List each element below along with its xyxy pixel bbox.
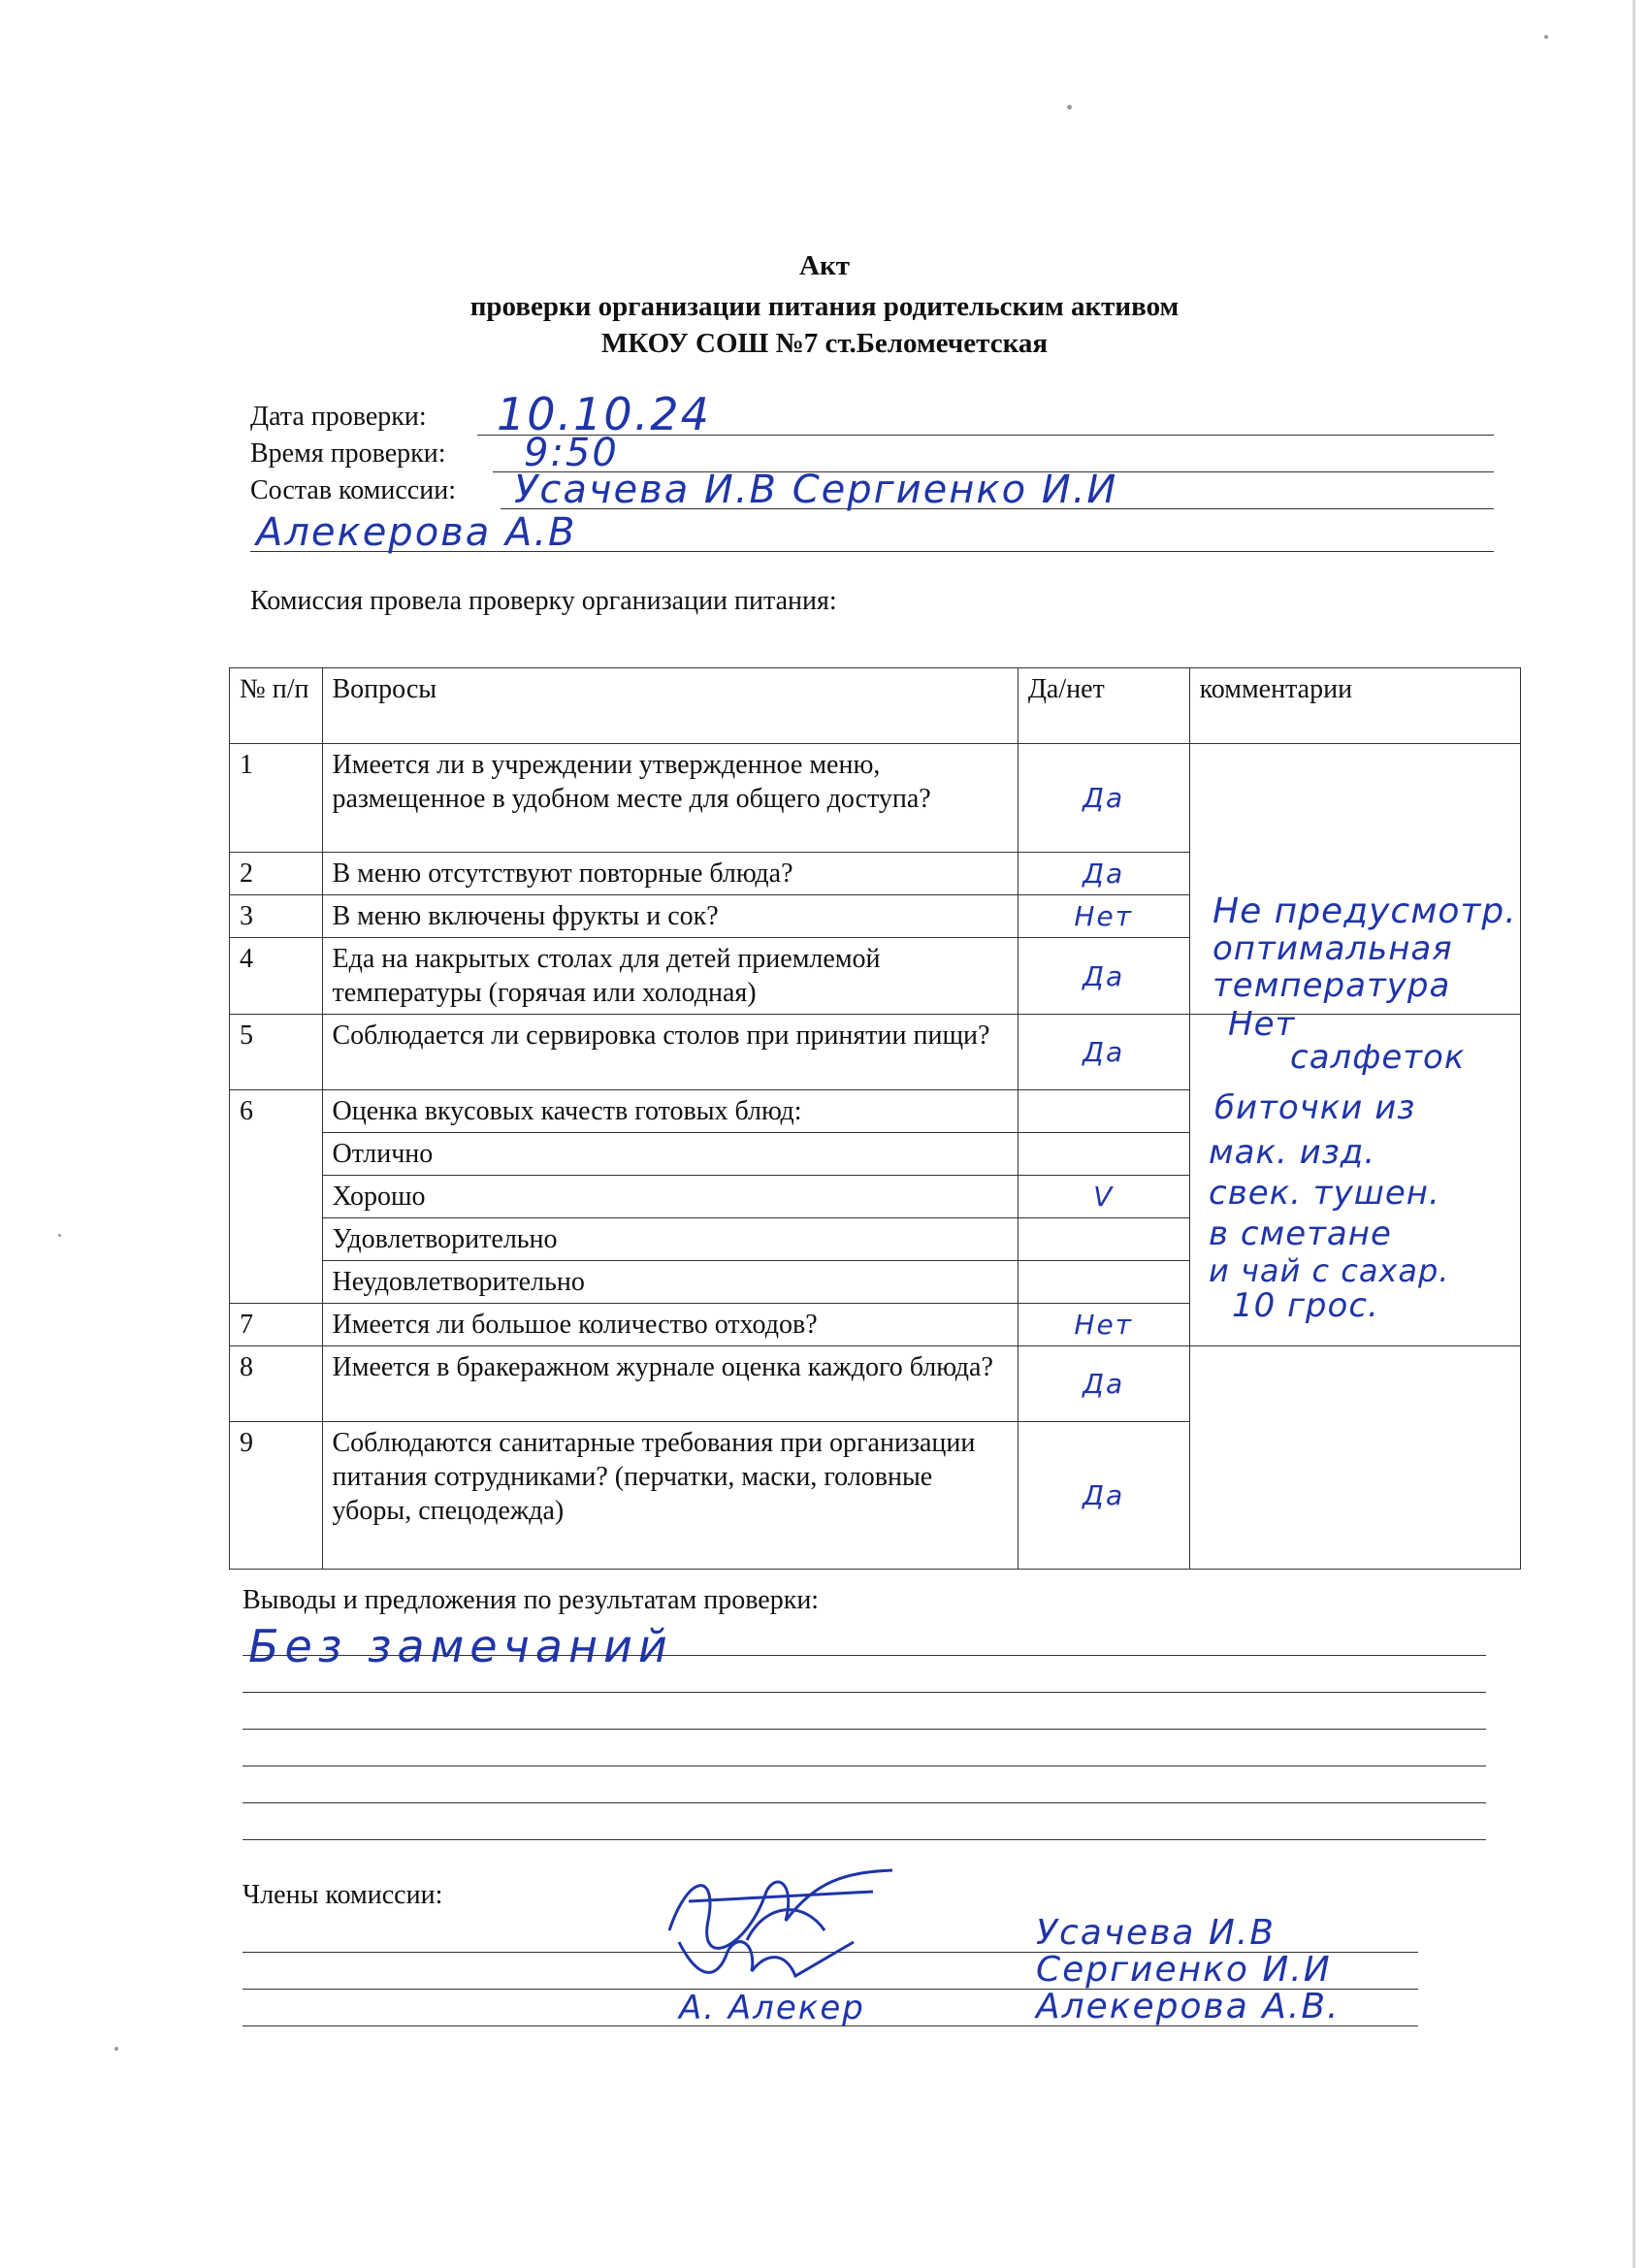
document-subtitle: проверки организации питания родительским активом — [469, 291, 1180, 322]
comment-line: 10 грос. — [1232, 1286, 1379, 1325]
row-question: Имеется ли в учреждении утвержденное меню, размещенное в удобном месте для общего доступа? — [322, 744, 1018, 853]
row-number: 2 — [230, 853, 323, 895]
comment-line: свек. тушен. — [1209, 1174, 1440, 1213]
commission-members-2: Алекерова А.В — [256, 510, 577, 555]
row-question: Имеется ли большое количество отходов? — [322, 1304, 1018, 1346]
commission-members-1: Усачева И.В Сергиенко И.И — [514, 468, 1118, 512]
table-row — [230, 744, 1521, 853]
conclusion-line — [242, 1802, 1486, 1803]
comment-line: в сметане — [1209, 1215, 1392, 1253]
document-title: Акт — [799, 250, 850, 281]
signature-3: А. Алекер — [679, 1989, 865, 2027]
row-number: 6 — [230, 1090, 323, 1304]
commission-label: Состав комиссии: — [250, 475, 456, 505]
comment-line: и чай с сахар. — [1209, 1252, 1450, 1289]
conclusion-line — [242, 1692, 1486, 1693]
comment-line: Нет — [1228, 1005, 1296, 1044]
date-label: Дата проверки: — [250, 402, 427, 432]
scan-speck — [1067, 105, 1072, 110]
comment-line: биточки из — [1214, 1088, 1416, 1127]
table-header-row — [230, 668, 1521, 744]
time-value: 9:50 — [524, 431, 619, 475]
comment-line: Не предусмотр. — [1212, 891, 1517, 931]
header-questions: Вопросы — [322, 668, 1018, 744]
conclusion-line — [242, 1655, 1486, 1656]
table-row — [230, 1346, 1521, 1422]
conclusion-line — [242, 1729, 1486, 1730]
row-answer: Да — [1018, 1422, 1189, 1570]
scan-speck — [1544, 35, 1548, 39]
time-label: Время проверки: — [250, 438, 446, 469]
date-value: 10.10.24 — [497, 388, 711, 440]
school-name: МКОУ СОШ №7 ст.Беломечетская — [600, 328, 1049, 359]
row-answer: V — [1018, 1176, 1189, 1218]
comment-line: оптимальная — [1212, 929, 1453, 968]
row-answer — [1018, 1133, 1189, 1176]
row-question: Оценка вкусовых качеств готовых блюд: — [322, 1090, 1018, 1133]
row-answer — [1018, 1090, 1189, 1133]
members-label: Члены комиссии: — [242, 1880, 443, 1910]
scan-speck — [58, 1234, 61, 1237]
comments-cell — [1189, 1346, 1520, 1570]
row-question: Соблюдается ли сервировка столов при принятии пищи? — [322, 1015, 1018, 1090]
rating-option: Неудовлетворительно — [322, 1261, 1018, 1304]
row-answer — [1018, 1261, 1189, 1304]
rating-option: Хорошо — [322, 1176, 1018, 1218]
conclusions-label: Выводы и предложения по результатам проверки: — [242, 1585, 820, 1615]
row-number: 4 — [230, 938, 323, 1015]
signature-2 — [660, 1932, 892, 1991]
row-answer — [1018, 1218, 1189, 1261]
member-name: Алекерова А.В. — [1036, 1987, 1341, 2026]
rating-option: Удовлетворительно — [322, 1218, 1018, 1261]
row-number: 3 — [230, 895, 323, 938]
row-number: 9 — [230, 1422, 323, 1570]
header-yes-no: Да/нет — [1018, 668, 1189, 744]
row-number: 7 — [230, 1304, 323, 1346]
row-question: Еда на накрытых столах для детей приемлемой температуры (горячая или холодная) — [322, 938, 1018, 1015]
rating-option: Отлично — [322, 1133, 1018, 1176]
row-answer: Да — [1018, 853, 1189, 895]
row-answer: Да — [1018, 1346, 1189, 1422]
conclusions-text: Без замечаний — [248, 1620, 673, 1672]
row-question: В меню отсутствуют повторные блюда? — [322, 853, 1018, 895]
row-number: 8 — [230, 1346, 323, 1422]
row-answer: Да — [1018, 938, 1189, 1015]
row-answer: Да — [1018, 1015, 1189, 1090]
comment-line: мак. изд. — [1209, 1133, 1376, 1172]
row-question: Имеется в бракеражном журнале оценка каждого блюда? — [322, 1346, 1018, 1422]
intro-text: Комиссия провела проверку организации питания: — [250, 586, 837, 616]
scan-speck — [114, 2047, 118, 2051]
member-name: Усачева И.В — [1036, 1913, 1276, 1953]
header-comments: комментарии — [1189, 668, 1520, 744]
header-number: № п/п — [230, 668, 323, 744]
conclusion-line — [242, 1839, 1486, 1840]
row-number: 5 — [230, 1015, 323, 1090]
comment-line: салфеток — [1290, 1038, 1466, 1077]
row-answer: Да — [1018, 744, 1189, 853]
row-question: Соблюдаются санитарные требования при организации питания сотрудниками? (перчатки, маски, головные уборы, спецодежда) — [322, 1422, 1018, 1570]
comment-line: температура — [1212, 966, 1451, 1005]
member-name: Сергиенко И.И — [1036, 1950, 1332, 1990]
row-question: В меню включены фрукты и сок? — [322, 895, 1018, 938]
row-answer: Нет — [1018, 895, 1189, 938]
row-number: 1 — [230, 744, 323, 853]
row-answer: Нет — [1018, 1304, 1189, 1346]
